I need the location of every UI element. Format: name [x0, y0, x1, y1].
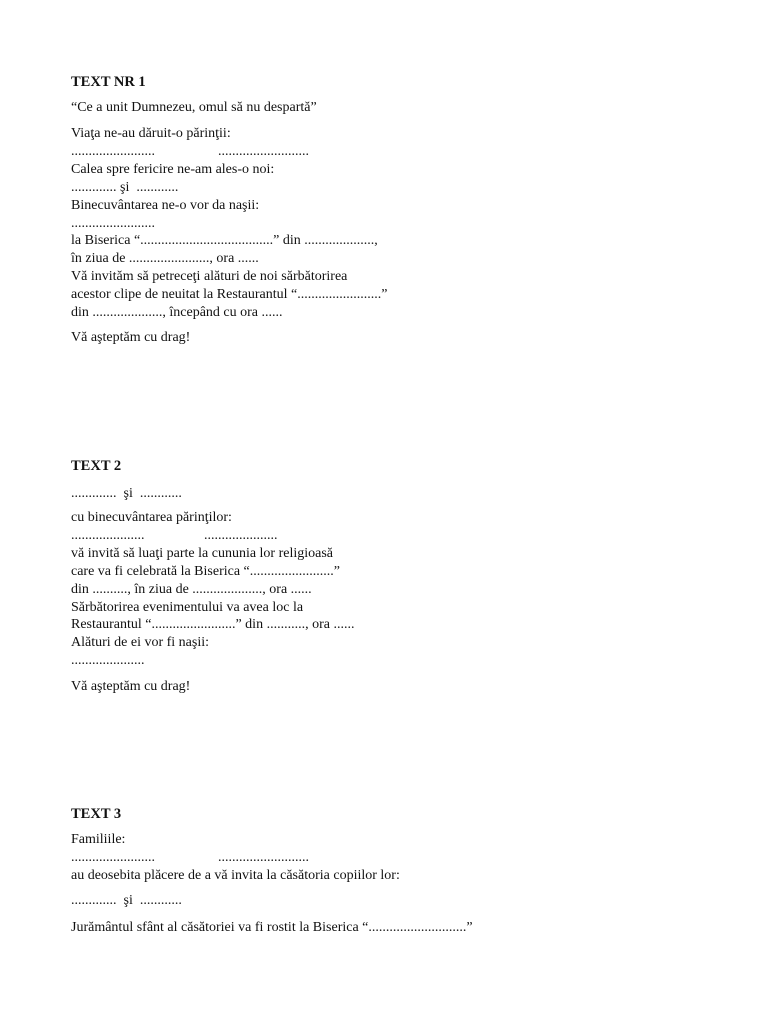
section-2-line: vă invită să luaţi parte la cununia lor religioasă	[71, 546, 334, 561]
section-1-line: Vă invităm să petreceţi alături de noi sărbătorirea	[71, 269, 348, 284]
section-3-heading: TEXT 3	[71, 806, 122, 822]
section-1-line: din ...................., începând cu ora ......	[71, 305, 283, 320]
section-2-line: cu binecuvântarea părinţilor:	[71, 510, 232, 525]
section-2-heading: TEXT 2	[71, 458, 122, 474]
section-2-line: Restaurantul “........................” din ..........., ora ......	[71, 617, 355, 632]
section-3-line: ............. şi ............	[71, 893, 182, 908]
section-1-line: Viaţa ne-au dăruit-o părinţii:	[71, 126, 231, 141]
section-1-line: Binecuvântarea ne-o vor da naşii:	[71, 198, 260, 213]
section-2-line: Alături de ei vor fi naşii:	[71, 635, 210, 650]
section-3-line: au deosebita plăcere de a vă invita la căsătoria copiilor lor:	[71, 868, 400, 883]
section-1-line: Calea spre fericire ne-am ales-o noi:	[71, 162, 275, 177]
section-1-line: ............. şi ............	[71, 180, 179, 195]
section-3-line: ........................ ..........................	[71, 850, 309, 865]
section-2-line: .....................	[71, 653, 145, 668]
section-1-heading: TEXT NR 1	[71, 74, 146, 90]
section-2-line: care va fi celebrată la Biserica “........................”	[71, 564, 340, 579]
section-2-line: ..................... .....................	[71, 528, 278, 543]
section-3-line: Jurământul sfânt al căsătoriei va fi rostit la Biserica “............................”	[71, 920, 473, 935]
section-2-closing: Vă aşteptăm cu drag!	[71, 679, 191, 694]
section-1-line: ........................	[71, 216, 155, 231]
section-2-line: ............. şi ............	[71, 486, 182, 501]
section-2-line: Sărbătorirea evenimentului va avea loc la	[71, 600, 304, 615]
section-1-line: ........................ ..........................	[71, 144, 309, 159]
section-1-quote: “Ce a unit Dumnezeu, omul să nu despartă”	[71, 100, 317, 115]
section-2-line: din .........., în ziua de ...................., ora ......	[71, 582, 312, 597]
section-1-line: în ziua de ......................., ora ......	[71, 251, 259, 266]
section-3-line: Familiile:	[71, 832, 126, 847]
section-1-line: acestor clipe de neuitat la Restaurantul “........................”	[71, 287, 388, 302]
section-1-closing: Vă aşteptăm cu drag!	[71, 330, 191, 345]
section-1-line: la Biserica “......................................” din ....................,	[71, 233, 378, 248]
